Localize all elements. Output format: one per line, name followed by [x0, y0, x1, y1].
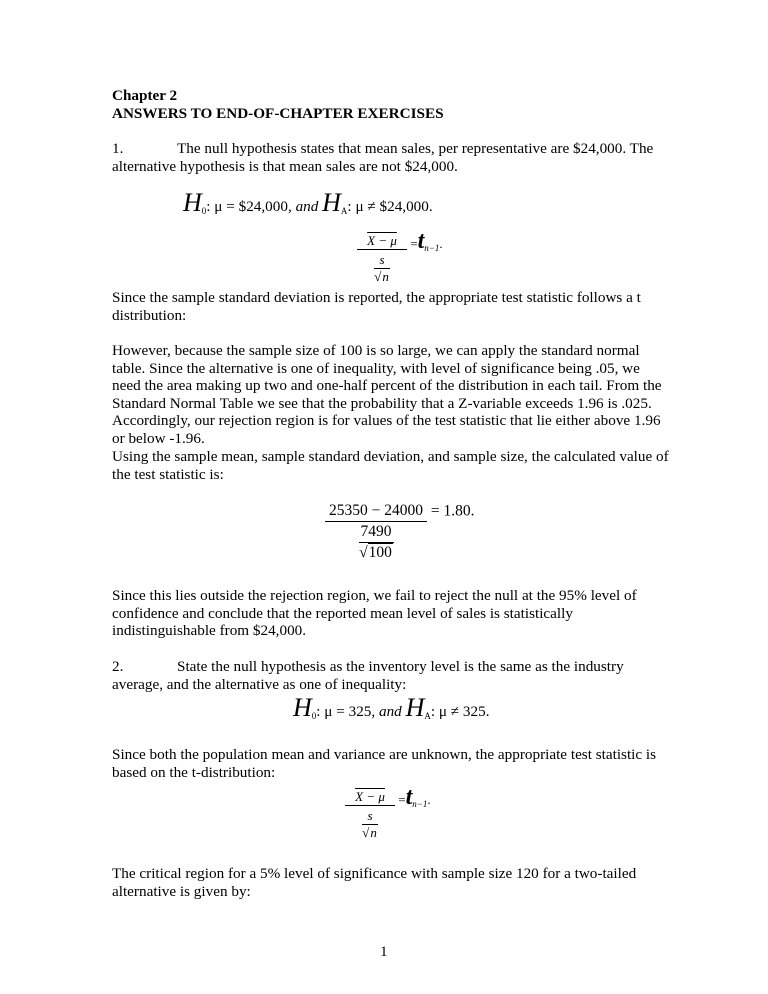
- calc-numerator: 25350 − 24000: [325, 501, 427, 522]
- denom-top: s: [374, 252, 390, 269]
- ha-subscript: A: [340, 206, 348, 216]
- q2-paragraph-1: Since both the population mean and variance are unknown, the appropriate test statistic is based on the t-distribution:: [112, 746, 657, 781]
- q2-paragraph-2: The critical region for a 5% level of significance with sample size 120 for a two-tailed alternative is given by:: [112, 865, 637, 900]
- denom-top: s: [362, 808, 378, 825]
- q1-paragraph-1: Since the sample standard deviation is reported, the appropriate test statistic follows a t distribution:: [112, 289, 641, 324]
- page-number: 1: [380, 943, 388, 960]
- t-symbol: t: [417, 228, 425, 254]
- q2-intro-text: State the null hypothesis as the inventory level is the same as the industry average, and the alternative as one of inequality:: [112, 658, 624, 693]
- q1-intro: [112, 140, 672, 175]
- ha-subscript: A: [424, 711, 431, 721]
- q1-hypothesis-equation: [183, 188, 433, 221]
- ha-value: : μ ≠ 325.: [430, 703, 490, 720]
- sqrt-icon: √: [362, 825, 370, 841]
- calc-result: = 1.80.: [430, 502, 475, 520]
- period: .: [439, 236, 443, 251]
- ha-symbol: H: [322, 188, 341, 217]
- t-subscript: n−1: [424, 243, 440, 253]
- period: .: [427, 792, 431, 807]
- numerator: X − μ: [355, 789, 385, 805]
- q1-calculation: [325, 501, 475, 563]
- ha-symbol: H: [405, 693, 425, 722]
- q1-paragraph-4: Since this lies outside the rejection region, we fail to reject the null at the 95% level of confidence and conclude that the reported mean level of sales is statistically indistinguishable from $24,000.: [112, 587, 637, 640]
- q1-paragraph-3: Using the sample mean, sample standard deviation, and sample size, the calculated value of the test statistic is:: [112, 448, 669, 483]
- h0-subscript: 0: [311, 711, 317, 721]
- h0-symbol: H: [183, 188, 202, 217]
- h0-value: : μ = $24,000,: [206, 198, 292, 215]
- q1-paragraph-2: However, because the sample size of 100 is so large, we can apply the standard normal table. Since the alternative is one of inequality, with level of significance being .05, we need the area making up two and one-half percent of the distribution in each tail. From the Standard Normal Table we see that the probability that a Z-variable exceeds 1.96 is .025. Accordingly, our rejection region is for values of the test statistic that lie either above 1.96 or below -1.96.: [112, 342, 662, 447]
- sqrt-icon: √: [374, 269, 382, 285]
- q1-intro-text: The null hypothesis states that mean sales, per representative are $24,000. The alternative hypothesis is that mean sales are not $24,000.: [112, 140, 654, 175]
- calc-denom-bottom: 100: [368, 544, 392, 561]
- sqrt-icon: √: [359, 544, 368, 561]
- h0-subscript: 0: [201, 206, 207, 216]
- and-word: and: [378, 703, 402, 720]
- q1-t-statistic-formula: $\frac{X - \mu}{\frac{s}{√n}}$ $=t_{n-1}$.: [357, 233, 443, 285]
- q2-hypothesis-equation: [293, 693, 490, 726]
- q2-number: 2.: [112, 658, 124, 675]
- h0-value: : μ = 325,: [316, 703, 376, 720]
- denom-bottom: n: [382, 269, 389, 285]
- denom-bottom: n: [370, 825, 377, 841]
- ha-value: : μ ≠ $24,000.: [347, 198, 433, 215]
- q1-number: 1.: [112, 140, 124, 157]
- h0-symbol: H: [293, 693, 312, 722]
- calc-denom-top: 7490: [359, 522, 394, 543]
- q2-t-statistic-formula: $\frac{X - \mu}{\frac{s}{√n}}$ $=t_{n-1}$.: [345, 789, 431, 841]
- q2-intro: [112, 658, 672, 693]
- section-title: ANSWERS TO END-OF-CHAPTER EXERCISES: [112, 105, 444, 122]
- t-symbol: t: [405, 784, 413, 810]
- and-word: and: [295, 198, 319, 215]
- numerator: X − μ: [367, 233, 397, 249]
- chapter-heading: Chapter 2: [112, 87, 178, 104]
- t-subscript: n−1: [412, 799, 428, 809]
